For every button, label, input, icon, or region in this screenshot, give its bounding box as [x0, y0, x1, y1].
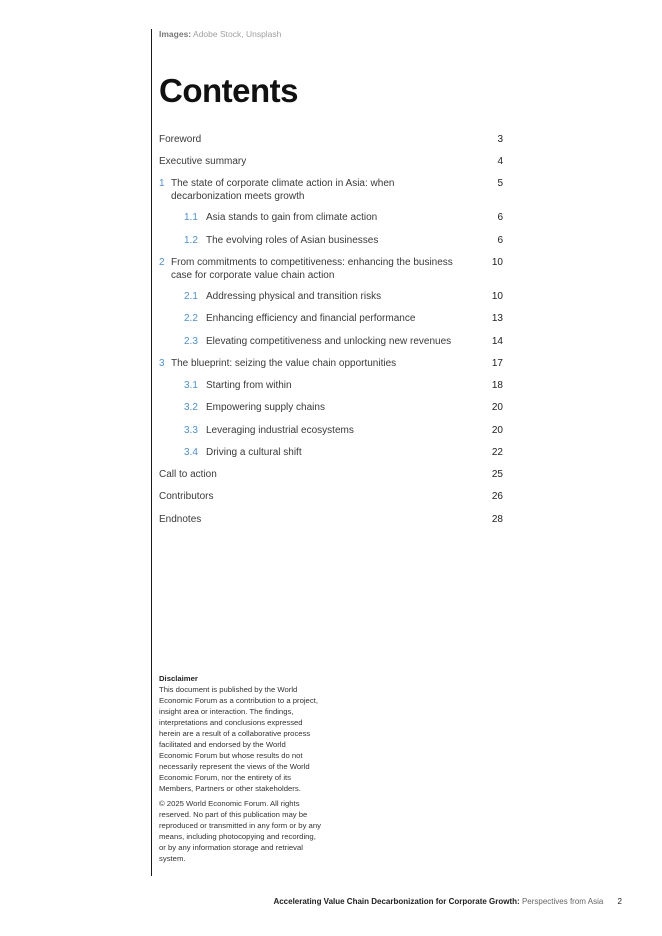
toc-entry-label: Foreword [159, 134, 202, 145]
disclaimer-paragraph: This document is published by the World Economic Forum as a contribution to a project, insight area or interaction. The findings, interpretations and conclusions expressed herein are a result of a collaborative process facilitated and endorsed by the World Economic Forum but whose results do not necessarily represent the views of the World Economic Forum, nor the entirety of its Members, Partners or other stakeholders. [159, 685, 318, 793]
toc-entry-page: 22 [491, 446, 503, 458]
toc-entry-title [159, 446, 503, 459]
toc-entry-title [159, 335, 503, 348]
toc-entry[interactable] [159, 290, 503, 303]
toc-entry-title [159, 133, 503, 146]
toc-entry-title [159, 424, 503, 437]
disclaimer [159, 673, 321, 868]
toc-entry-title [159, 401, 503, 414]
toc-entry-label: The evolving roles of Asian businesses [206, 234, 379, 246]
toc-entry[interactable] [159, 256, 503, 282]
toc-entry-number: 2.1 [184, 290, 198, 302]
image-credits-label: Images: [159, 29, 192, 39]
toc-entry-label: Starting from within [206, 380, 292, 392]
footer-subtitle: Perspectives from Asia [521, 897, 604, 906]
toc-entry[interactable] [159, 211, 503, 224]
toc-entry-title [159, 490, 503, 503]
toc-entry-number: 3.1 [184, 380, 198, 392]
toc-entry[interactable] [159, 133, 503, 146]
toc-entry-number: 1 [159, 178, 165, 190]
toc-entry-page: 25 [491, 469, 503, 481]
toc-entry-number: 1.2 [184, 234, 198, 246]
toc-entry-page: 6 [497, 212, 503, 224]
toc-entry-title [159, 234, 503, 247]
toc-entry-title [159, 211, 503, 224]
toc-entry-number: 2.3 [184, 335, 198, 347]
toc-entry-label: Elevating competitiveness and unlocking new revenues [206, 335, 452, 347]
toc-entry-page: 28 [491, 513, 503, 525]
toc-entry-label: Asia stands to gain from climate action [206, 212, 378, 224]
image-credits-text: Adobe Stock, Unsplash [193, 29, 282, 39]
toc-entry-title [159, 468, 503, 481]
toc-entry-label: Empowering supply chains [206, 402, 325, 414]
toc-entry-number: 2.2 [184, 313, 198, 325]
toc-entry-title [159, 357, 503, 370]
page-title: Contents [159, 72, 298, 109]
margin-rule [151, 29, 152, 876]
toc-entry-label: Leveraging industrial ecosystems [206, 424, 354, 436]
toc-entry[interactable] [159, 468, 503, 481]
toc-entry-label: From commitments to competitiveness: enhancing the business case for corporate value chain action [171, 256, 453, 281]
toc-entry[interactable] [159, 335, 503, 348]
copyright-paragraph: © 2025 World Economic Forum. All rights reserved. No part of this publication may be reproduced or transmitted in any form or by any means, including photocopying and recording, or by any information storage and retrieval system. [159, 799, 321, 863]
toc-entry-label: Executive summary [159, 156, 247, 168]
toc-entry-page: 18 [491, 380, 503, 392]
toc-entry-title [159, 155, 503, 168]
toc-entry-number: 1.1 [184, 212, 198, 224]
image-credits [159, 29, 281, 39]
toc-entry[interactable] [159, 234, 503, 247]
toc-entry[interactable] [159, 424, 503, 437]
toc-entry-label: Driving a cultural shift [206, 446, 302, 458]
table-of-contents [159, 133, 503, 535]
toc-entry-number: 3.3 [184, 424, 198, 436]
toc-entry-title [159, 256, 503, 282]
toc-entry-label: Endnotes [159, 513, 202, 525]
toc-entry[interactable] [159, 490, 503, 503]
disclaimer-title: Disclaimer [159, 674, 198, 683]
toc-entry[interactable] [159, 357, 503, 370]
toc-entry[interactable] [159, 155, 503, 168]
toc-entry[interactable] [159, 177, 503, 203]
toc-entry-page: 20 [491, 402, 503, 414]
toc-entry-number: 3.2 [184, 402, 198, 414]
toc-entry-page: 10 [491, 290, 503, 302]
toc-entry-page: 26 [491, 491, 503, 503]
toc-entry-page: 20 [491, 424, 503, 436]
toc-entry[interactable] [159, 401, 503, 414]
toc-entry[interactable] [159, 379, 503, 392]
toc-entry-label: Addressing physical and transition risks [206, 290, 382, 302]
toc-entry-title [159, 177, 503, 203]
toc-entry-title [159, 290, 503, 303]
toc-entry-label: The state of corporate climate action in Asia: when decarbonization meets growth [171, 178, 395, 203]
toc-entry-number: 3.4 [184, 446, 198, 458]
footer-title: Accelerating Value Chain Decarbonization for Corporate Growth: [273, 897, 520, 906]
toc-entry-page: 17 [491, 357, 503, 369]
toc-entry-page: 10 [491, 256, 503, 268]
toc-entry-number: 2 [159, 256, 165, 268]
toc-entry[interactable] [159, 312, 503, 325]
toc-entry-label: Contributors [159, 491, 214, 503]
page-footer [273, 897, 622, 906]
toc-entry-number: 3 [159, 357, 165, 369]
toc-entry-page: 4 [497, 156, 503, 168]
toc-entry-page: 14 [491, 335, 503, 347]
toc-entry-label: Call to action [159, 469, 217, 481]
toc-entry[interactable] [159, 446, 503, 459]
toc-entry-label: Enhancing efficiency and financial performance [206, 313, 416, 325]
toc-entry-page: 3 [497, 134, 503, 145]
toc-entry-page: 6 [497, 234, 503, 246]
toc-entry-title [159, 312, 503, 325]
toc-entry-label: The blueprint: seizing the value chain opportunities [171, 357, 397, 369]
toc-entry-page: 5 [497, 178, 503, 190]
toc-entry-title [159, 513, 503, 526]
page-number: 2 [617, 897, 622, 906]
toc-entry-title [159, 379, 503, 392]
toc-entry[interactable] [159, 513, 503, 526]
toc-entry-page: 13 [491, 313, 503, 325]
